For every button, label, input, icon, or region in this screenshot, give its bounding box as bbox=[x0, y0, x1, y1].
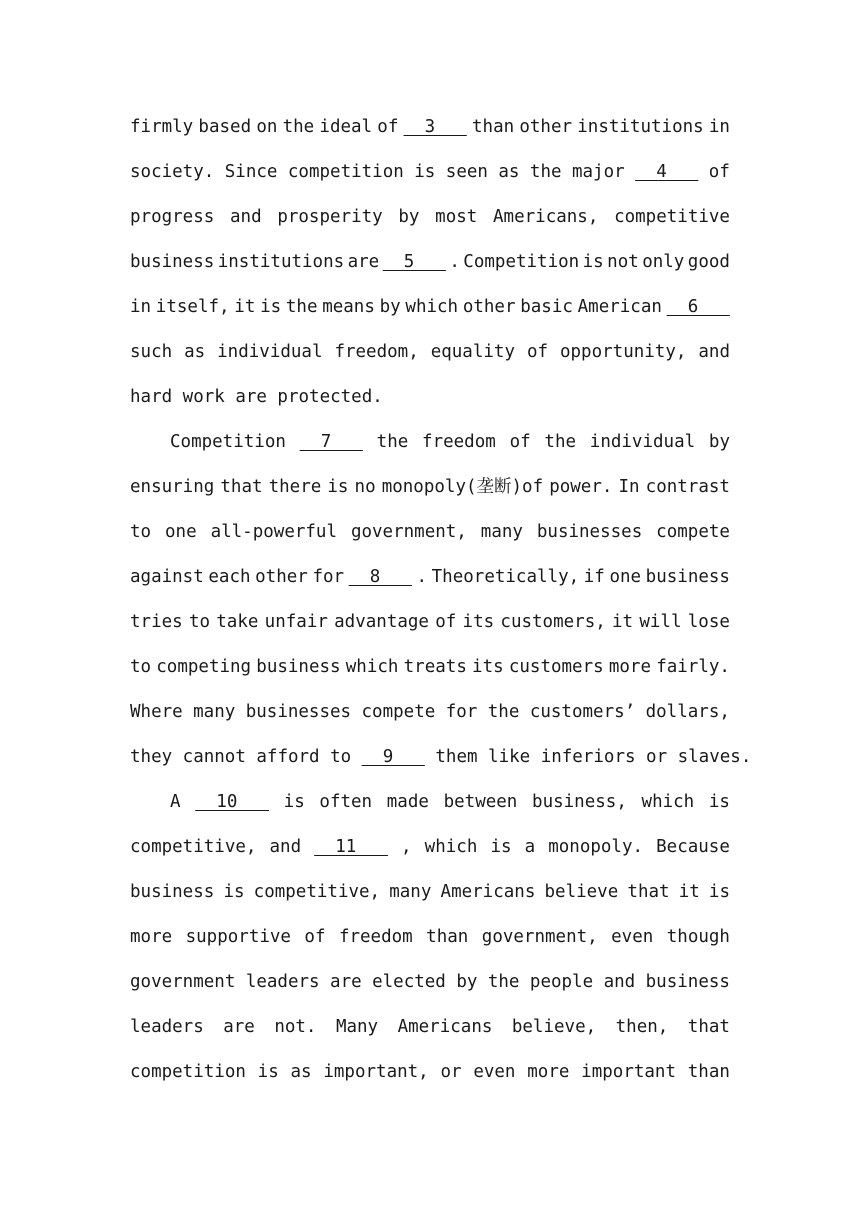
word: then, bbox=[615, 1017, 669, 1037]
word: unfair bbox=[264, 612, 328, 632]
passage-line bbox=[130, 690, 730, 735]
passage-line bbox=[130, 1050, 730, 1095]
word: cannot bbox=[182, 747, 246, 767]
word: of bbox=[509, 432, 531, 452]
word: as bbox=[290, 1062, 312, 1082]
passage-line bbox=[130, 645, 730, 690]
word: or bbox=[646, 747, 668, 767]
word: . bbox=[449, 252, 460, 272]
word: is bbox=[582, 252, 604, 272]
word: there bbox=[268, 477, 322, 497]
word: seen bbox=[445, 162, 488, 182]
word: is bbox=[490, 837, 512, 857]
passage-line bbox=[130, 510, 730, 555]
answer-blank: 3 bbox=[403, 117, 467, 137]
answer-blank: 5 bbox=[382, 252, 446, 272]
word: business bbox=[130, 252, 215, 272]
word: its bbox=[462, 612, 495, 632]
word: hard bbox=[130, 387, 173, 407]
word: afford bbox=[256, 747, 320, 767]
word: Since bbox=[224, 162, 278, 182]
word: and bbox=[230, 207, 262, 227]
word: though bbox=[666, 927, 730, 947]
word: and bbox=[269, 837, 302, 857]
word: them bbox=[435, 747, 478, 767]
word: many bbox=[480, 522, 523, 542]
word: basic bbox=[520, 297, 573, 317]
word: it bbox=[234, 297, 256, 317]
word: in bbox=[708, 117, 730, 137]
word: inferiors bbox=[540, 747, 636, 767]
word: that bbox=[687, 1017, 730, 1037]
word: customers bbox=[508, 657, 604, 677]
word: In bbox=[618, 477, 640, 497]
word: opportunity, bbox=[559, 342, 687, 362]
word: customers, bbox=[500, 612, 606, 632]
word: institutions bbox=[217, 252, 345, 272]
word: each bbox=[208, 567, 251, 587]
passage-line bbox=[130, 330, 730, 375]
word: institutions bbox=[577, 117, 704, 137]
word: freedom bbox=[422, 432, 496, 452]
word: than bbox=[426, 927, 469, 947]
word: will bbox=[639, 612, 682, 632]
passage-line bbox=[130, 1005, 730, 1050]
word: freedom, bbox=[334, 342, 419, 362]
word: ideal bbox=[319, 117, 373, 137]
word: is bbox=[260, 297, 282, 317]
word: other bbox=[255, 567, 308, 587]
word: many bbox=[193, 702, 236, 722]
passage-line bbox=[130, 285, 730, 330]
word: of bbox=[377, 117, 399, 137]
word: is bbox=[283, 792, 305, 812]
word: compete bbox=[361, 702, 436, 722]
word: Because bbox=[656, 837, 730, 857]
word: the bbox=[376, 432, 409, 452]
answer-blank: 7 bbox=[299, 432, 363, 452]
word: Competition bbox=[170, 432, 286, 452]
word: competitive bbox=[614, 207, 730, 227]
word: means bbox=[322, 297, 375, 317]
word: of bbox=[304, 927, 326, 947]
word: are bbox=[235, 387, 267, 407]
word: as bbox=[498, 162, 520, 182]
word: more bbox=[608, 657, 652, 677]
word: the bbox=[285, 297, 318, 317]
word: are bbox=[223, 1017, 255, 1037]
word: businesses bbox=[245, 702, 352, 722]
passage-line bbox=[130, 735, 752, 780]
word: or bbox=[440, 1062, 462, 1082]
word: business bbox=[256, 657, 341, 677]
word: most bbox=[435, 207, 478, 227]
passage-line bbox=[130, 240, 730, 285]
word: protected. bbox=[277, 387, 383, 407]
word: made bbox=[386, 792, 429, 812]
word: fairly. bbox=[656, 657, 730, 677]
word: individual bbox=[217, 342, 323, 362]
word: is bbox=[223, 882, 245, 902]
passage-line bbox=[130, 555, 730, 600]
word: itself, bbox=[155, 297, 230, 317]
word: equality bbox=[430, 342, 515, 362]
passage-line bbox=[130, 105, 730, 150]
word: prosperity bbox=[277, 207, 383, 227]
word: ensuring bbox=[130, 477, 215, 497]
passage-line bbox=[130, 195, 730, 240]
word: as bbox=[184, 342, 206, 362]
word: government bbox=[130, 972, 236, 992]
word: work bbox=[182, 387, 225, 407]
word: Competition bbox=[463, 252, 580, 272]
word: like bbox=[488, 747, 531, 767]
word: based bbox=[198, 117, 252, 137]
word: leaders bbox=[130, 1017, 204, 1037]
word: believe, bbox=[511, 1017, 597, 1037]
word: than bbox=[472, 117, 515, 137]
word: good bbox=[687, 252, 730, 272]
passage-line bbox=[130, 825, 730, 870]
word: such bbox=[130, 342, 173, 362]
word: is bbox=[414, 162, 436, 182]
word: often bbox=[319, 792, 373, 812]
word: Americans bbox=[397, 1017, 493, 1037]
word: the bbox=[487, 972, 520, 992]
word: more bbox=[527, 1062, 570, 1082]
word: many bbox=[389, 882, 432, 902]
word: other bbox=[519, 117, 573, 137]
word: and bbox=[698, 342, 730, 362]
word: lose bbox=[687, 612, 730, 632]
passage-line bbox=[130, 420, 730, 465]
word: a bbox=[524, 837, 536, 857]
passage-line bbox=[130, 960, 730, 1005]
word: of bbox=[435, 612, 457, 632]
word: that bbox=[627, 882, 670, 902]
word: contrast bbox=[645, 477, 730, 497]
word: elected bbox=[372, 972, 446, 992]
word: competing bbox=[156, 657, 252, 677]
word: take bbox=[216, 612, 259, 632]
document-page bbox=[130, 105, 752, 1095]
word: customers’ bbox=[529, 702, 636, 722]
word: of bbox=[526, 342, 549, 362]
word: even bbox=[473, 1062, 516, 1082]
word: if bbox=[583, 567, 605, 587]
word: power. bbox=[549, 477, 613, 497]
word: against bbox=[130, 567, 204, 587]
word: are bbox=[330, 972, 362, 992]
word: monopoly(垄断)of bbox=[381, 477, 544, 497]
word: the bbox=[487, 702, 520, 722]
word: leaders bbox=[245, 972, 320, 992]
answer-blank: 10 bbox=[195, 792, 269, 812]
word: tries bbox=[130, 612, 183, 632]
answer-blank: 6 bbox=[666, 297, 730, 317]
word: not. bbox=[274, 1017, 317, 1037]
word: not bbox=[607, 252, 639, 272]
word: supportive bbox=[185, 927, 291, 947]
word: individual bbox=[589, 432, 696, 452]
word: than bbox=[687, 1062, 730, 1082]
passage-line bbox=[130, 150, 730, 195]
word: to bbox=[130, 657, 152, 677]
word: people bbox=[529, 972, 594, 992]
word: are bbox=[347, 252, 380, 272]
word: firmly bbox=[130, 117, 194, 137]
word: that bbox=[220, 477, 263, 497]
word: to bbox=[188, 612, 211, 632]
word: competition bbox=[287, 162, 404, 182]
word: it bbox=[678, 882, 700, 902]
word: by bbox=[398, 207, 420, 227]
word: which bbox=[345, 657, 399, 677]
answer-blank: 11 bbox=[314, 837, 388, 857]
word: the bbox=[544, 432, 577, 452]
word: no bbox=[354, 477, 376, 497]
word: and bbox=[603, 972, 636, 992]
word: businesses bbox=[536, 522, 643, 542]
passage-line bbox=[130, 780, 730, 825]
word: to bbox=[130, 522, 152, 542]
word: major bbox=[571, 162, 625, 182]
word: by bbox=[456, 972, 478, 992]
word: by bbox=[379, 297, 401, 317]
word: the bbox=[529, 162, 562, 182]
word: dollars, bbox=[645, 702, 730, 722]
word: of bbox=[708, 162, 730, 182]
word: between bbox=[443, 792, 518, 812]
passage-line bbox=[130, 375, 730, 420]
word: government, bbox=[350, 522, 467, 542]
word: the bbox=[282, 117, 315, 137]
answer-blank: 9 bbox=[361, 747, 425, 767]
word: its bbox=[472, 657, 504, 677]
word: competitive, bbox=[130, 837, 257, 857]
word: freedom bbox=[338, 927, 413, 947]
word: Americans, bbox=[493, 207, 599, 227]
word: Many bbox=[335, 1017, 379, 1037]
word: government, bbox=[481, 927, 598, 947]
word: society. bbox=[130, 162, 215, 182]
word: , bbox=[401, 837, 412, 857]
word: American bbox=[577, 297, 662, 317]
word: which bbox=[641, 792, 695, 812]
passage-line bbox=[130, 915, 730, 960]
word: by bbox=[708, 432, 730, 452]
word: Americans bbox=[440, 882, 536, 902]
word: other bbox=[462, 297, 516, 317]
word: one bbox=[165, 522, 197, 542]
word: is bbox=[257, 1062, 279, 1082]
word: slaves. bbox=[677, 747, 752, 767]
word: . bbox=[416, 567, 428, 587]
word: in bbox=[130, 297, 152, 317]
word: for bbox=[445, 702, 478, 722]
passage-text bbox=[130, 105, 752, 1095]
word: treats bbox=[403, 657, 467, 677]
word: is bbox=[327, 477, 349, 497]
answer-blank: 8 bbox=[348, 567, 412, 587]
word: business bbox=[645, 972, 730, 992]
word: even bbox=[611, 927, 654, 947]
word: they bbox=[130, 747, 173, 767]
word: monopoly. bbox=[548, 837, 644, 857]
word: believe bbox=[544, 882, 619, 902]
word: more bbox=[130, 927, 173, 947]
word: business, bbox=[532, 792, 627, 812]
word: is bbox=[708, 792, 730, 812]
word: Theoretically, bbox=[431, 567, 580, 587]
word: on bbox=[256, 117, 278, 137]
word: A bbox=[170, 792, 181, 812]
passage-line bbox=[130, 600, 730, 645]
word: is bbox=[708, 882, 730, 902]
word: compete bbox=[656, 522, 730, 542]
word: all-powerful bbox=[210, 522, 337, 542]
word: one bbox=[609, 567, 642, 587]
word: business bbox=[645, 567, 730, 587]
answer-blank: 4 bbox=[635, 162, 699, 182]
word: progress bbox=[130, 207, 215, 227]
word: competitive, bbox=[253, 882, 381, 902]
word: important bbox=[581, 1062, 676, 1082]
word: Where bbox=[130, 702, 183, 722]
passage-line bbox=[130, 465, 730, 510]
word: to bbox=[330, 747, 352, 767]
word: advantage bbox=[334, 612, 429, 632]
word: it bbox=[612, 612, 634, 632]
word: only bbox=[642, 252, 685, 272]
word: business bbox=[130, 882, 215, 902]
passage-line bbox=[130, 870, 730, 915]
word: for bbox=[312, 567, 345, 587]
word: competition bbox=[130, 1062, 246, 1082]
word: which bbox=[405, 297, 459, 317]
word: which bbox=[424, 837, 478, 857]
word: important, bbox=[323, 1062, 429, 1082]
